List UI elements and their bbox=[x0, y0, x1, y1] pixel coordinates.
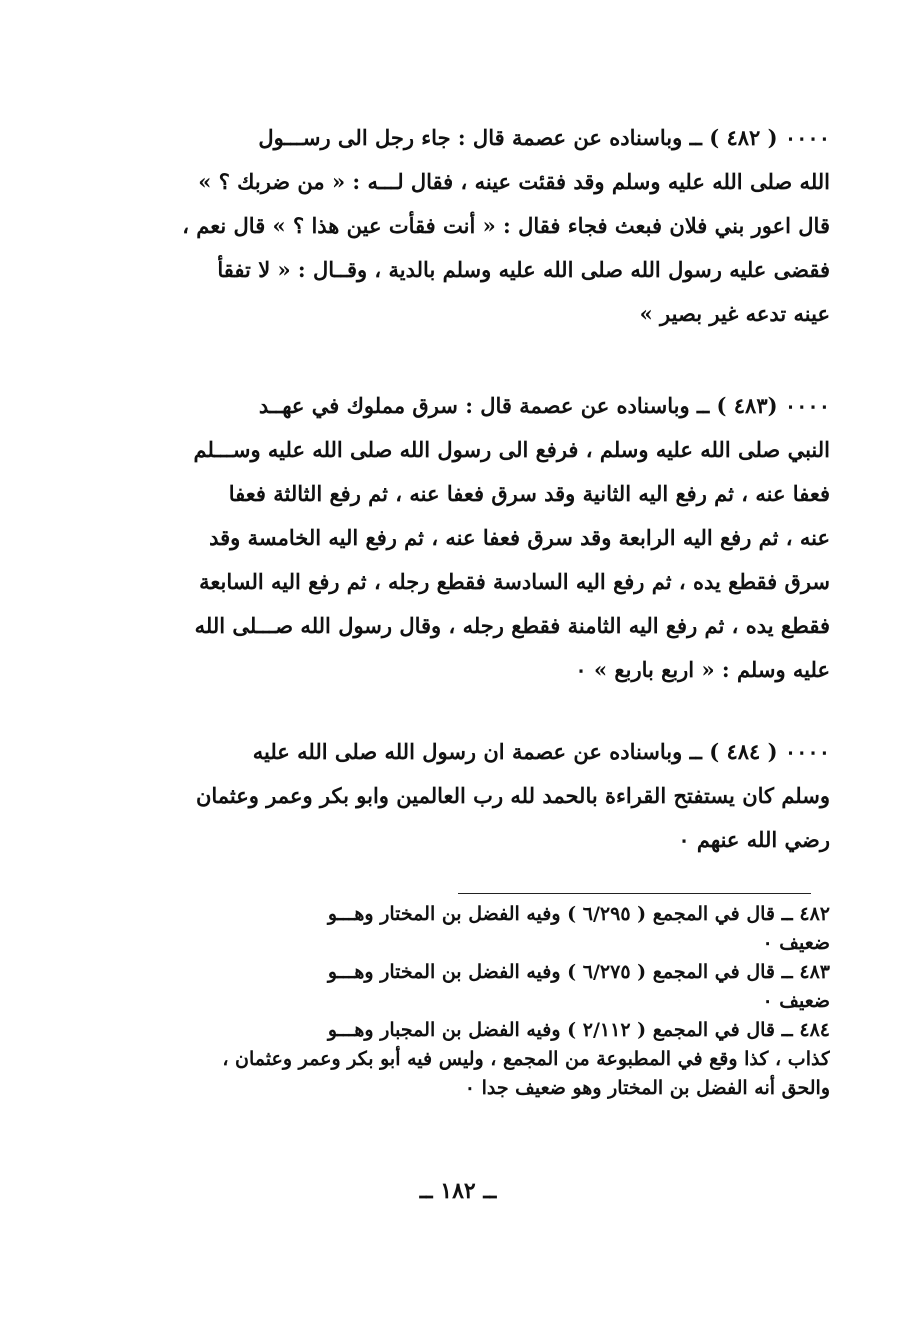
text-line: سرق فقطع يده ، ثم رفع اليه السادسة فقطع رجله ، ثم رفع اليه السابعة bbox=[199, 569, 830, 594]
hadith-484-paragraph bbox=[130, 730, 830, 862]
footnote-line: والحق أنه الفضل بن المختار وهو ضعيف جدا ٠ bbox=[464, 1077, 830, 1099]
text-line: وسلم كان يستفتح القراءة بالحمد لله رب العالمين وابو بكر وعمر وعثمان bbox=[195, 783, 830, 808]
footnote-482 bbox=[130, 900, 830, 958]
text-line: قال اعور بني فلان فبعث فجاء فقال : « أنت فقأت عين هذا ؟ » قال نعم ، bbox=[182, 213, 830, 238]
footnote-line: ضعيف ٠ bbox=[762, 932, 830, 954]
text-line: ٠٠٠٠ (٤٨٣ ) ــ وباسناده عن عصمة قال : سرق مملوك في عهــد bbox=[258, 393, 830, 418]
footnote-line: ٤٨٣ ــ قال في المجمع ( ٦/٢٧٥ ) وفيه الفضل بن المختار وهـــو bbox=[327, 961, 830, 983]
footnotes-section bbox=[130, 900, 830, 1103]
hadith-483-paragraph bbox=[130, 384, 830, 692]
text-line: فعفا عنه ، ثم رفع اليه الثانية وقد سرق فعفا عنه ، ثم رفع الثالثة فعفا bbox=[228, 481, 830, 506]
text-line: فقضى عليه رسول الله صلى الله عليه وسلم بالدية ، وقــال : « لا تفقأ bbox=[217, 257, 830, 282]
text-line: النبي صلى الله عليه وسلم ، فرفع الى رسول الله صلى الله عليه وســـلم bbox=[193, 437, 830, 462]
text-line: فقطع يده ، ثم رفع اليه الثامنة فقطع رجله ، وقال رسول الله صـــلى الله bbox=[194, 613, 830, 638]
footnote-line: ٤٨٢ ــ قال في المجمع ( ٦/٢٩٥ ) وفيه الفضل بن المختار وهـــو bbox=[327, 903, 830, 925]
text-line: الله صلى الله عليه وسلم وقد فقئت عينه ، فقال لـــه : « من ضربك ؟ » bbox=[198, 169, 830, 194]
text-line: عينه تدعه غير بصير » bbox=[639, 301, 830, 326]
footnote-line: كذاب ، كذا وقع في المطبوعة من المجمع ، وليس فيه أبو بكر وعمر وعثمان ، bbox=[222, 1048, 830, 1070]
footnote-divider bbox=[458, 893, 811, 894]
text-line: عنه ، ثم رفع اليه الرابعة وقد سرق فعفا عنه ، ثم رفع اليه الخامسة وقد bbox=[209, 525, 830, 550]
footnote-line: ٤٨٤ ــ قال في المجمع ( ٢/١١٢ ) وفيه الفضل بن المجبار وهـــو bbox=[327, 1019, 830, 1041]
text-line: عليه وسلم : « اربع باربع » ٠ bbox=[575, 657, 830, 682]
hadith-482-paragraph bbox=[130, 116, 830, 336]
text-line: رضي الله عنهم ٠ bbox=[678, 827, 830, 852]
page-number: ــ ١٨٢ ــ bbox=[419, 1178, 497, 1204]
text-line: ٠٠٠٠ ( ٤٨٢ ) ــ وباسناده عن عصمة قال : جاء رجل الى رســـول bbox=[258, 125, 830, 150]
text-line: ٠٠٠٠ ( ٤٨٤ ) ــ وباسناده عن عصمة ان رسول الله صلى الله عليه bbox=[252, 739, 830, 764]
footnote-483 bbox=[130, 958, 830, 1016]
footnote-484 bbox=[130, 1016, 830, 1103]
footnote-line: ضعيف ٠ bbox=[762, 990, 830, 1012]
